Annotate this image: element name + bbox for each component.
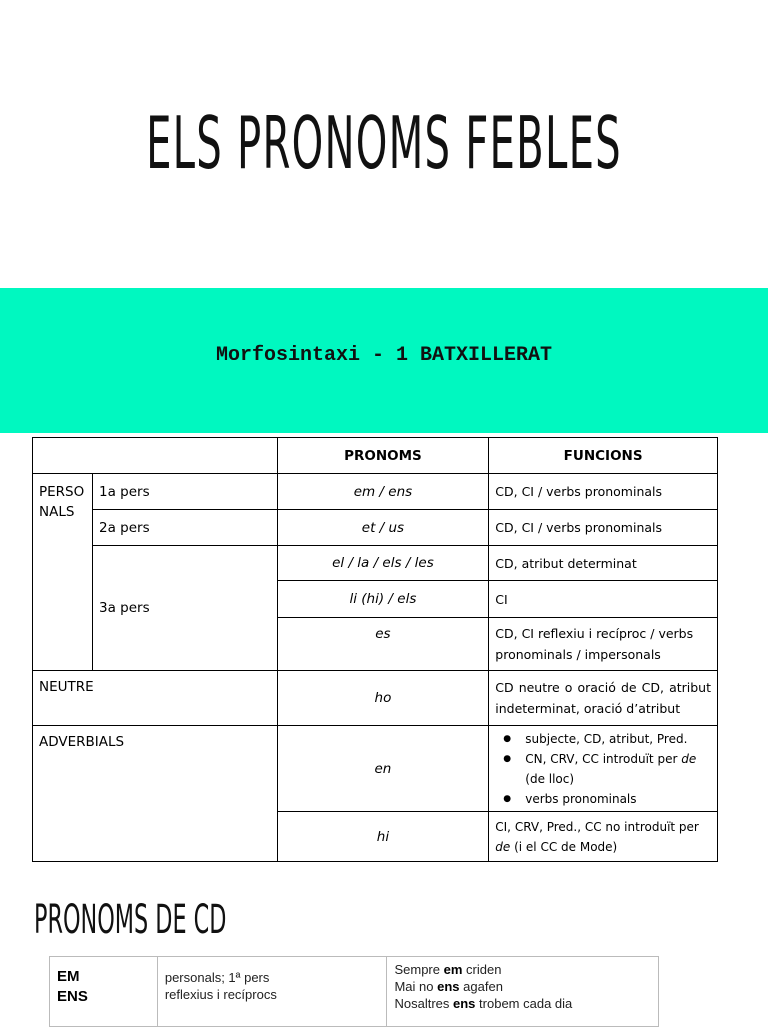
table-row bbox=[33, 726, 718, 812]
personals-label: PERSO NALS bbox=[33, 474, 93, 671]
example-text: Sempre bbox=[394, 962, 440, 977]
person-label: 3a pers bbox=[92, 546, 277, 671]
pronoun-cell: et / us bbox=[277, 510, 489, 546]
example-line bbox=[394, 961, 651, 978]
pronoun-cell: en bbox=[277, 726, 489, 812]
pronoun-em: EM bbox=[57, 968, 80, 985]
description-cell bbox=[157, 957, 387, 1027]
table-row bbox=[33, 510, 718, 546]
list-item bbox=[525, 749, 711, 789]
person-label: 2a pers bbox=[92, 510, 277, 546]
header-funcions: FUNCIONS bbox=[489, 438, 718, 474]
pronoun-cell: em / ens bbox=[277, 474, 489, 510]
pronouns-table bbox=[32, 437, 718, 862]
example-pronoun: ens bbox=[437, 979, 460, 994]
list-item: ● subjecte, CD, atribut, Pred. bbox=[525, 729, 711, 749]
section-title: PRONOMS DE CD bbox=[34, 897, 227, 943]
cd-pronouns-table bbox=[49, 956, 659, 1027]
pronoun-cell bbox=[50, 957, 158, 1027]
table-row bbox=[33, 546, 718, 581]
example-text: Nosaltres bbox=[394, 996, 450, 1011]
list-item-emphasis: de bbox=[681, 751, 697, 766]
function-list bbox=[495, 729, 711, 809]
person-label: 1a pers bbox=[92, 474, 277, 510]
example-pronoun: em bbox=[443, 962, 463, 977]
function-cell: CD neutre o oració de CD, atribut indeterminat, oració d’atribut bbox=[489, 671, 718, 726]
page-title: ELS PRONOMS FEBLES bbox=[146, 101, 622, 185]
example-text: trobem cada dia bbox=[479, 996, 573, 1011]
example-text: Mai no bbox=[394, 979, 434, 994]
header-empty-cell bbox=[33, 438, 278, 474]
example-text: criden bbox=[466, 962, 502, 977]
header-pronoms: PRONOMS bbox=[277, 438, 489, 474]
list-item-text: CN, CRV, CC introduït per bbox=[525, 751, 678, 766]
examples-cell bbox=[387, 957, 659, 1027]
example-pronoun: ens bbox=[453, 996, 476, 1011]
example-line bbox=[394, 978, 651, 995]
example-line bbox=[394, 995, 651, 1012]
function-cell bbox=[489, 812, 718, 862]
function-text: (i el CC de Mode) bbox=[514, 839, 618, 854]
pronoun-ens: ENS bbox=[57, 988, 88, 1005]
pronoun-cell: ho bbox=[277, 671, 489, 726]
description-line: personals; 1ª pers bbox=[164, 970, 270, 985]
table-row bbox=[33, 474, 718, 510]
table-row bbox=[33, 671, 718, 726]
example-text: agafen bbox=[463, 979, 503, 994]
pronoun-cell: el / la / els / les bbox=[277, 546, 489, 581]
function-cell: CD, CI / verbs pronominals bbox=[489, 510, 718, 546]
list-item-text: (de lloc) bbox=[525, 771, 575, 786]
description-line: reflexius i recíprocs bbox=[164, 987, 277, 1002]
adverbials-label: ADVERBIALS bbox=[33, 726, 278, 862]
list-item: ● verbs pronominals bbox=[525, 789, 711, 809]
function-cell: CD, atribut determinat bbox=[489, 546, 718, 581]
subtitle: Morfosintaxi - 1 BATXILLERAT bbox=[215, 344, 553, 367]
function-cell: CD, CI / verbs pronominals bbox=[489, 474, 718, 510]
neutre-label: NEUTRE bbox=[33, 671, 278, 726]
function-cell: CI bbox=[489, 581, 718, 618]
function-cell: CD, CI reflexiu i recíproc / verbs pronominals / impersonals bbox=[489, 618, 718, 671]
function-emphasis: de bbox=[495, 839, 511, 854]
function-text: CI, CRV, Pred., CC no introduït per bbox=[495, 819, 699, 834]
table-header-row bbox=[33, 438, 718, 474]
pronoun-cell: li (hi) / els bbox=[277, 581, 489, 618]
function-cell bbox=[489, 726, 718, 812]
pronoun-cell: es bbox=[277, 618, 489, 671]
table-row bbox=[50, 957, 659, 1027]
pronoun-cell: hi bbox=[277, 812, 489, 862]
